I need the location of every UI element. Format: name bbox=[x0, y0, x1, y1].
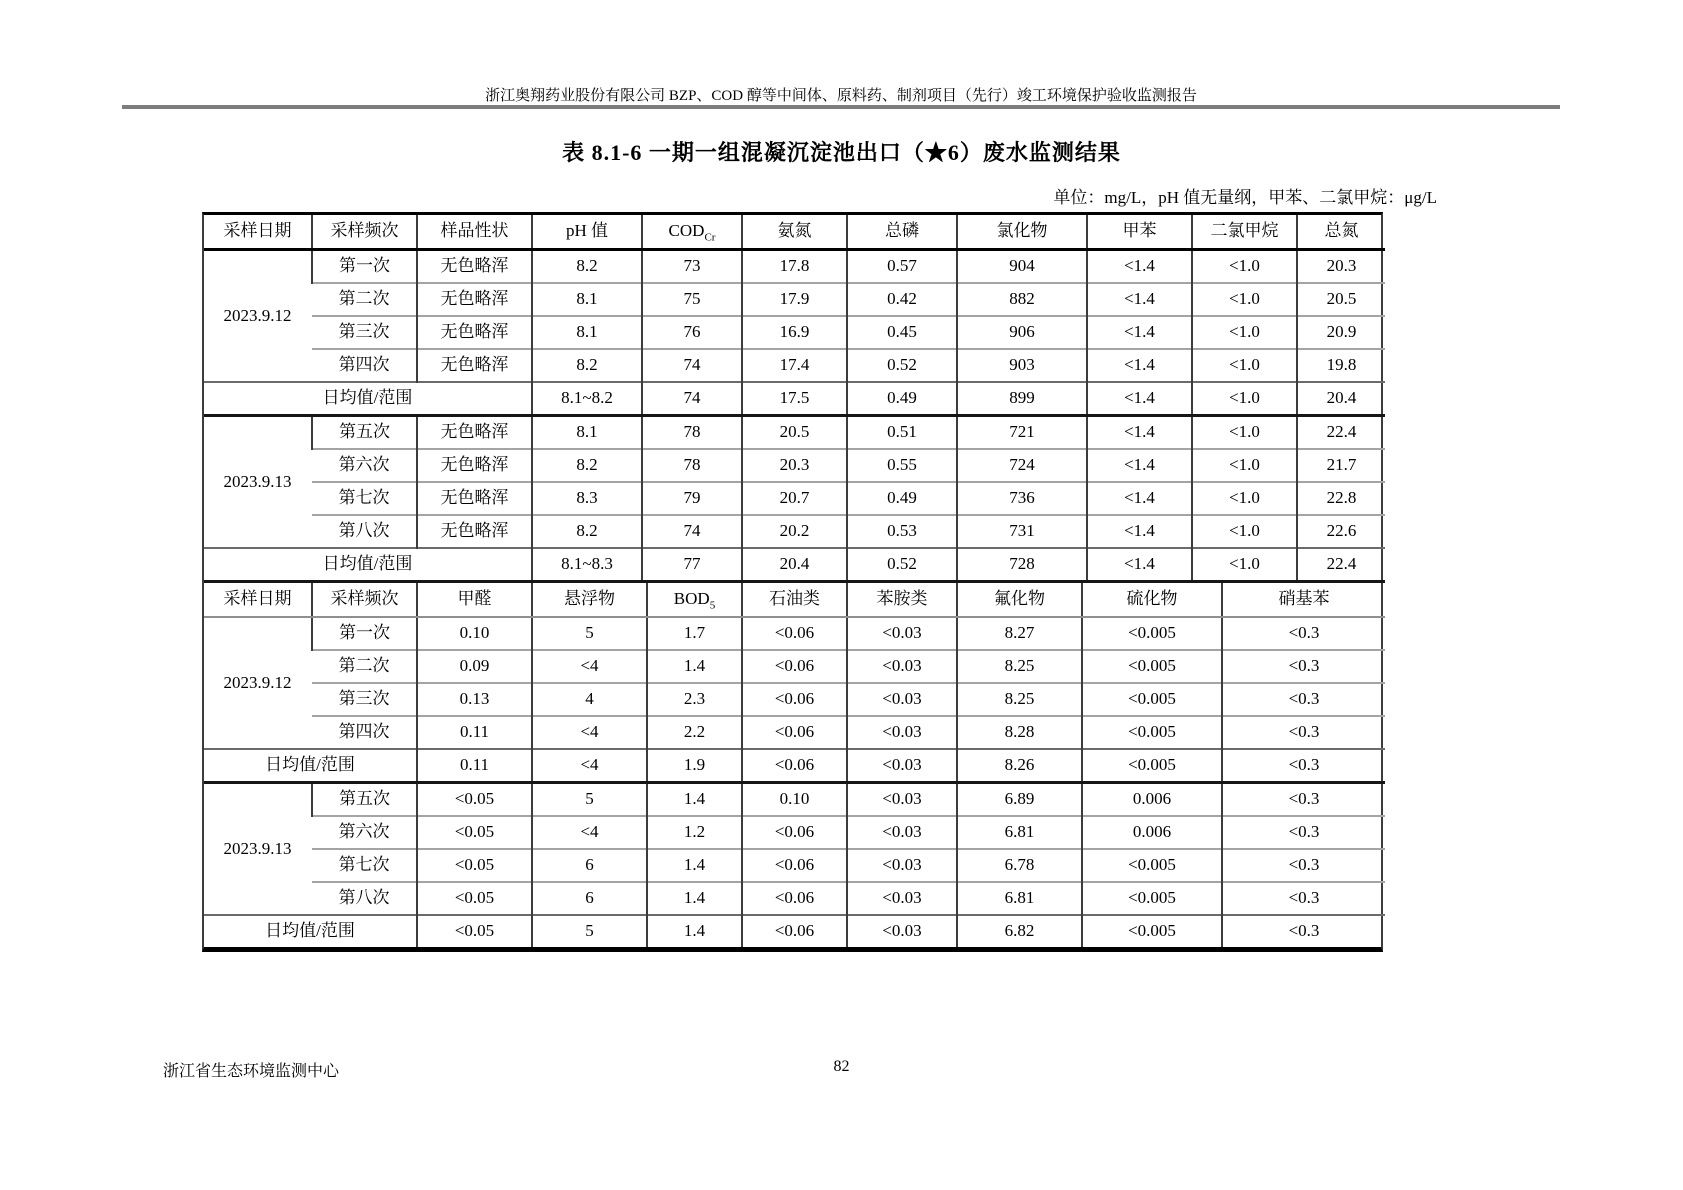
value-cell: <0.06 bbox=[742, 882, 847, 915]
daily-average-value: 0.11 bbox=[417, 749, 532, 783]
column-header: 氯化物 bbox=[957, 215, 1087, 250]
daily-average-value: 728 bbox=[957, 548, 1087, 580]
value-cell: <0.03 bbox=[847, 783, 957, 817]
sample-frequency: 第五次 bbox=[312, 783, 417, 817]
sample-frequency: 第七次 bbox=[312, 849, 417, 882]
value-cell: 6 bbox=[532, 882, 647, 915]
value-cell: 903 bbox=[957, 349, 1087, 382]
daily-average-value: 5 bbox=[532, 915, 647, 947]
value-cell: 0.13 bbox=[417, 683, 532, 716]
value-cell: <0.03 bbox=[847, 617, 957, 650]
daily-average-value: <1.4 bbox=[1087, 548, 1192, 580]
value-cell: <0.06 bbox=[742, 683, 847, 716]
value-cell: 731 bbox=[957, 515, 1087, 548]
value-cell: 6.81 bbox=[957, 816, 1082, 849]
value-cell: 0.006 bbox=[1082, 816, 1222, 849]
sample-frequency: 第五次 bbox=[312, 416, 417, 450]
column-header: $COD_{Cr}$ bbox=[642, 215, 742, 250]
daily-average-value: <0.005 bbox=[1082, 749, 1222, 783]
value-cell: <0.05 bbox=[417, 849, 532, 882]
column-header: 氟化物 bbox=[957, 582, 1082, 618]
value-cell: 22.6 bbox=[1297, 515, 1385, 548]
value-cell: 1.2 bbox=[647, 816, 742, 849]
value-cell: 1.7 bbox=[647, 617, 742, 650]
value-cell: 75 bbox=[642, 283, 742, 316]
table-section-2 bbox=[204, 580, 1385, 947]
column-header: 采样日期 bbox=[204, 215, 312, 250]
value-cell: <0.005 bbox=[1082, 617, 1222, 650]
column-header: 石油类 bbox=[742, 582, 847, 618]
value-cell: <0.06 bbox=[742, 650, 847, 683]
value-cell: 0.09 bbox=[417, 650, 532, 683]
value-cell: 无色略浑 bbox=[417, 349, 532, 382]
value-cell: 19.8 bbox=[1297, 349, 1385, 382]
value-cell: 0.55 bbox=[847, 449, 957, 482]
sample-date: 2023.9.13 bbox=[204, 416, 312, 549]
daily-average-value: <0.3 bbox=[1222, 749, 1385, 783]
column-header: 总氮 bbox=[1297, 215, 1385, 250]
value-cell: 78 bbox=[642, 449, 742, 482]
daily-average-value: 20.4 bbox=[1297, 382, 1385, 416]
column-header: 二氯甲烷 bbox=[1192, 215, 1297, 250]
value-cell: 20.9 bbox=[1297, 316, 1385, 349]
value-cell: <0.06 bbox=[742, 716, 847, 749]
value-cell: <0.06 bbox=[742, 816, 847, 849]
value-cell: <1.0 bbox=[1192, 283, 1297, 316]
page-header-title: 浙江奥翔药业股份有限公司 BZP、COD 醇等中间体、原料药、制剂项目（先行）竣工环境保护验收监测报告 bbox=[485, 88, 1197, 104]
value-cell: <0.3 bbox=[1222, 650, 1385, 683]
value-cell: 0.42 bbox=[847, 283, 957, 316]
value-cell: 8.1 bbox=[532, 316, 642, 349]
sample-frequency: 第三次 bbox=[312, 683, 417, 716]
value-cell: <1.4 bbox=[1087, 449, 1192, 482]
value-cell: 8.25 bbox=[957, 650, 1082, 683]
daily-average-value: 1.9 bbox=[647, 749, 742, 783]
value-cell: <0.3 bbox=[1222, 617, 1385, 650]
value-cell: <4 bbox=[532, 650, 647, 683]
value-cell: 无色略浑 bbox=[417, 482, 532, 515]
value-cell: 8.28 bbox=[957, 716, 1082, 749]
value-cell: <1.4 bbox=[1087, 515, 1192, 548]
daily-average-value: <0.06 bbox=[742, 915, 847, 947]
unit-note: 单位：mg/L，pH 值无量纲，甲苯、二氯甲烷：μg/L bbox=[1053, 188, 1437, 207]
value-cell: <0.3 bbox=[1222, 816, 1385, 849]
value-cell: <0.3 bbox=[1222, 849, 1385, 882]
table-title: 表 8.1-6 一期一组混凝沉淀池出口（★6）废水监测结果 bbox=[562, 140, 1121, 165]
value-cell: 0.006 bbox=[1082, 783, 1222, 817]
value-cell: 无色略浑 bbox=[417, 250, 532, 284]
value-cell: 2.3 bbox=[647, 683, 742, 716]
value-cell: 5 bbox=[532, 617, 647, 650]
column-header: 硫化物 bbox=[1082, 582, 1222, 618]
value-cell: 22.8 bbox=[1297, 482, 1385, 515]
value-cell: <0.03 bbox=[847, 816, 957, 849]
value-cell: 20.3 bbox=[742, 449, 847, 482]
value-cell: 882 bbox=[957, 283, 1087, 316]
value-cell: 8.27 bbox=[957, 617, 1082, 650]
sample-frequency: 第三次 bbox=[312, 316, 417, 349]
value-cell: <1.4 bbox=[1087, 482, 1192, 515]
value-cell: 724 bbox=[957, 449, 1087, 482]
sample-frequency: 第八次 bbox=[312, 882, 417, 915]
value-cell: 1.4 bbox=[647, 650, 742, 683]
value-cell: <0.03 bbox=[847, 650, 957, 683]
daily-average-value: 22.4 bbox=[1297, 548, 1385, 580]
value-cell: 6.81 bbox=[957, 882, 1082, 915]
value-cell: 73 bbox=[642, 250, 742, 284]
daily-average-value: <0.06 bbox=[742, 749, 847, 783]
value-cell: 6.89 bbox=[957, 783, 1082, 817]
value-cell: 8.25 bbox=[957, 683, 1082, 716]
daily-average-value: <0.3 bbox=[1222, 915, 1385, 947]
daily-average-label: 日均值/范围 bbox=[204, 382, 532, 416]
value-cell: 74 bbox=[642, 515, 742, 548]
value-cell: <1.4 bbox=[1087, 416, 1192, 450]
value-cell: 8.2 bbox=[532, 349, 642, 382]
value-cell: 22.4 bbox=[1297, 416, 1385, 450]
value-cell: 8.1 bbox=[532, 416, 642, 450]
value-cell: 8.3 bbox=[532, 482, 642, 515]
value-cell: 0.51 bbox=[847, 416, 957, 450]
sample-frequency: 第六次 bbox=[312, 816, 417, 849]
value-cell: 无色略浑 bbox=[417, 449, 532, 482]
daily-average-label: 日均值/范围 bbox=[204, 548, 532, 580]
value-cell: 0.57 bbox=[847, 250, 957, 284]
value-cell: 0.11 bbox=[417, 716, 532, 749]
value-cell: <4 bbox=[532, 816, 647, 849]
column-header: 悬浮物 bbox=[532, 582, 647, 618]
daily-average-value: <0.03 bbox=[847, 915, 957, 947]
value-cell: <0.03 bbox=[847, 882, 957, 915]
value-cell: 2.2 bbox=[647, 716, 742, 749]
daily-average-label: 日均值/范围 bbox=[204, 915, 417, 947]
value-cell: <0.05 bbox=[417, 783, 532, 817]
value-cell: <0.3 bbox=[1222, 783, 1385, 817]
daily-average-value: 20.4 bbox=[742, 548, 847, 580]
value-cell: 17.4 bbox=[742, 349, 847, 382]
sample-frequency: 第二次 bbox=[312, 283, 417, 316]
daily-average-value: 8.1~8.3 bbox=[532, 548, 642, 580]
value-cell: <0.005 bbox=[1082, 882, 1222, 915]
value-cell: <0.03 bbox=[847, 716, 957, 749]
daily-average-value: 8.1~8.2 bbox=[532, 382, 642, 416]
value-cell: <1.0 bbox=[1192, 449, 1297, 482]
value-cell: 20.2 bbox=[742, 515, 847, 548]
value-cell: <0.05 bbox=[417, 882, 532, 915]
value-cell: 736 bbox=[957, 482, 1087, 515]
value-cell: <0.03 bbox=[847, 849, 957, 882]
value-cell: <0.05 bbox=[417, 816, 532, 849]
daily-average-value: 6.82 bbox=[957, 915, 1082, 947]
value-cell: 无色略浑 bbox=[417, 316, 532, 349]
value-cell: <1.4 bbox=[1087, 283, 1192, 316]
value-cell: 1.4 bbox=[647, 849, 742, 882]
value-cell: 0.53 bbox=[847, 515, 957, 548]
column-header: 甲苯 bbox=[1087, 215, 1192, 250]
value-cell: 0.52 bbox=[847, 349, 957, 382]
value-cell: 8.2 bbox=[532, 250, 642, 284]
table-section-1 bbox=[204, 215, 1385, 580]
value-cell: 6 bbox=[532, 849, 647, 882]
value-cell: 20.5 bbox=[1297, 283, 1385, 316]
value-cell: 904 bbox=[957, 250, 1087, 284]
daily-average-value: 8.26 bbox=[957, 749, 1082, 783]
value-cell: 无色略浑 bbox=[417, 515, 532, 548]
daily-average-value: <4 bbox=[532, 749, 647, 783]
value-cell: 5 bbox=[532, 783, 647, 817]
footer-org: 浙江省生态环境监测中心 bbox=[163, 1063, 340, 1080]
value-cell: <1.0 bbox=[1192, 316, 1297, 349]
value-cell: 76 bbox=[642, 316, 742, 349]
column-header: 采样频次 bbox=[312, 582, 417, 618]
value-cell: <1.0 bbox=[1192, 515, 1297, 548]
column-header: 样品性状 bbox=[417, 215, 532, 250]
value-cell: <0.06 bbox=[742, 849, 847, 882]
value-cell: 8.2 bbox=[532, 449, 642, 482]
value-cell: 17.9 bbox=[742, 283, 847, 316]
value-cell: 8.1 bbox=[532, 283, 642, 316]
daily-average-value: <1.0 bbox=[1192, 382, 1297, 416]
sample-frequency: 第七次 bbox=[312, 482, 417, 515]
column-header: 采样日期 bbox=[204, 582, 312, 618]
value-cell: 4 bbox=[532, 683, 647, 716]
sample-frequency: 第四次 bbox=[312, 349, 417, 382]
value-cell: <0.03 bbox=[847, 683, 957, 716]
value-cell: 0.45 bbox=[847, 316, 957, 349]
daily-average-value: 0.52 bbox=[847, 548, 957, 580]
daily-average-value: <0.03 bbox=[847, 749, 957, 783]
sample-date: 2023.9.12 bbox=[223, 305, 292, 325]
value-cell: <1.0 bbox=[1192, 250, 1297, 284]
column-header: 甲醛 bbox=[417, 582, 532, 618]
value-cell: <4 bbox=[532, 716, 647, 749]
monitoring-table bbox=[202, 212, 1383, 952]
sample-frequency: 第六次 bbox=[312, 449, 417, 482]
column-header: pH 值 bbox=[532, 215, 642, 250]
column-header: $BOD_5$ bbox=[647, 582, 742, 618]
value-cell: 0.10 bbox=[417, 617, 532, 650]
value-cell: <1.4 bbox=[1087, 349, 1192, 382]
daily-average-value: <0.05 bbox=[417, 915, 532, 947]
value-cell: <1.0 bbox=[1192, 349, 1297, 382]
value-cell: 无色略浑 bbox=[417, 283, 532, 316]
value-cell: <1.0 bbox=[1192, 482, 1297, 515]
daily-average-value: 1.4 bbox=[647, 915, 742, 947]
sample-frequency: 第四次 bbox=[312, 716, 417, 749]
value-cell: <1.4 bbox=[1087, 316, 1192, 349]
value-cell: <0.005 bbox=[1082, 716, 1222, 749]
value-cell: <0.005 bbox=[1082, 849, 1222, 882]
value-cell: 16.9 bbox=[742, 316, 847, 349]
value-cell: <1.4 bbox=[1087, 250, 1192, 284]
sample-frequency: 第二次 bbox=[312, 650, 417, 683]
daily-average-value: 17.5 bbox=[742, 382, 847, 416]
daily-average-value: 0.49 bbox=[847, 382, 957, 416]
daily-average-value: <1.0 bbox=[1192, 548, 1297, 580]
value-cell: 78 bbox=[642, 416, 742, 450]
value-cell: <0.3 bbox=[1222, 683, 1385, 716]
sample-frequency: 第八次 bbox=[312, 515, 417, 548]
daily-average-label: 日均值/范围 bbox=[204, 749, 417, 783]
value-cell: 79 bbox=[642, 482, 742, 515]
value-cell: <0.005 bbox=[1082, 650, 1222, 683]
sample-frequency: 第一次 bbox=[312, 250, 417, 284]
value-cell: <0.3 bbox=[1222, 882, 1385, 915]
value-cell: <0.3 bbox=[1222, 716, 1385, 749]
daily-average-value: 74 bbox=[642, 382, 742, 416]
value-cell: 6.78 bbox=[957, 849, 1082, 882]
value-cell: 74 bbox=[642, 349, 742, 382]
column-header: 苯胺类 bbox=[847, 582, 957, 618]
value-cell: 721 bbox=[957, 416, 1087, 450]
column-header: 采样频次 bbox=[312, 215, 417, 250]
column-header: 总磷 bbox=[847, 215, 957, 250]
page-number: 82 bbox=[833, 1058, 850, 1075]
daily-average-value: <1.4 bbox=[1087, 382, 1192, 416]
value-cell: 906 bbox=[957, 316, 1087, 349]
value-cell: <1.0 bbox=[1192, 416, 1297, 450]
value-cell: <0.06 bbox=[742, 617, 847, 650]
value-cell: 无色略浑 bbox=[417, 416, 532, 450]
value-cell: 8.2 bbox=[532, 515, 642, 548]
sample-date: 2023.9.13 bbox=[204, 783, 312, 916]
daily-average-value: 77 bbox=[642, 548, 742, 580]
value-cell: 20.3 bbox=[1297, 250, 1385, 284]
sample-frequency: 第一次 bbox=[312, 617, 417, 650]
value-cell: <0.005 bbox=[1082, 683, 1222, 716]
daily-average-value: 899 bbox=[957, 382, 1087, 416]
column-header: 氨氮 bbox=[742, 215, 847, 250]
column-header: 硝基苯 bbox=[1222, 582, 1385, 618]
daily-average-value: <0.005 bbox=[1082, 915, 1222, 947]
value-cell: 20.5 bbox=[742, 416, 847, 450]
value-cell: 0.49 bbox=[847, 482, 957, 515]
header-rule bbox=[122, 105, 1560, 109]
value-cell: 21.7 bbox=[1297, 449, 1385, 482]
value-cell: 0.10 bbox=[742, 783, 847, 817]
value-cell: 20.7 bbox=[742, 482, 847, 515]
value-cell: 1.4 bbox=[647, 882, 742, 915]
value-cell: 17.8 bbox=[742, 250, 847, 284]
sample-date: 2023.9.12 bbox=[223, 672, 292, 692]
value-cell: 1.4 bbox=[647, 783, 742, 817]
